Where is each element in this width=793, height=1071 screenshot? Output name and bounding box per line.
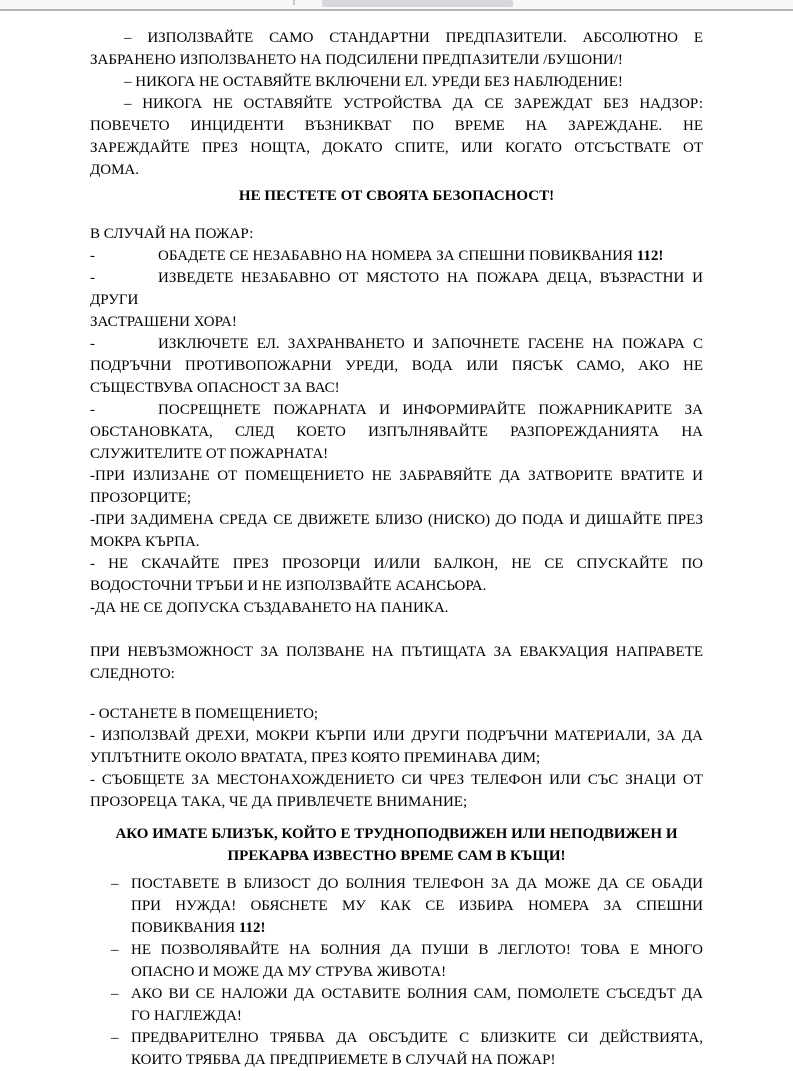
separator-tick — [293, 0, 295, 5]
text-line — [111, 873, 703, 895]
text-line — [90, 663, 703, 685]
text-run: - ИЗПОЛЗВАЙ ДРЕХИ, МОКРИ КЪРПИ ИЛИ ДРУГИ ПОДРЪЧНИ МАТЕРИАЛИ, ЗА ДА — [90, 728, 703, 744]
paragraph — [90, 509, 703, 553]
text-line — [90, 185, 703, 207]
text-line — [90, 575, 703, 597]
dash-list-item — [90, 333, 703, 399]
text-line — [90, 487, 703, 509]
list-marker: - — [90, 270, 95, 286]
text-run: СЪЩЕСТВУВА ОПАСНОСТ ЗА ВАС! — [90, 380, 340, 396]
text-line — [90, 311, 703, 333]
dash-list-item — [90, 267, 703, 333]
text-line — [90, 465, 703, 487]
text-run: АКО ИМАТЕ БЛИЗЪК, КОЙТО Е ТРУДНОПОДВИЖЕН ИЛИ НЕПОДВИЖЕН И — [115, 826, 678, 842]
text-line — [90, 377, 703, 399]
text-run: -ПРИ ИЗЛИЗАНЕ ОТ ПОМЕЩЕНИЕТО НЕ ЗАБРАВЯЙТЕ ДА ЗАТВОРИТЕ ВРАТИТЕ И — [90, 468, 703, 484]
paragraph — [90, 597, 703, 619]
blank-line — [90, 619, 703, 641]
blank-line — [90, 813, 703, 823]
text-run: ОБАДЕТЕ СЕ НЕЗАБАВНО НА НОМЕРА ЗА СПЕШНИ ПОВИКВАНИЯ — [158, 248, 637, 264]
document-page — [0, 11, 793, 1071]
text-run: – НИКОГА НЕ ОСТАВЯЙТЕ ВКЛЮЧЕНИ ЕЛ. УРЕДИ БЕЗ НАБЛЮДЕНИЕ! — [124, 74, 623, 90]
text-run: ПРОЗОРЦИТЕ; — [90, 490, 192, 506]
text-run: СЛЕДНОТО: — [90, 666, 175, 682]
text-run: ГО НАГЛЕЖДА! — [131, 1008, 242, 1024]
text-line — [90, 769, 703, 791]
text-line — [90, 641, 703, 663]
horizontal-scrollbar-thumb[interactable] — [322, 0, 513, 7]
text-run: ПРИ НЕВЪЗМОЖНОСТ ЗА ПОЛЗВАНЕ НА ПЪТИЩАТА ЗА ЕВАКУАЦИЯ НАПРАВЕТЕ — [90, 644, 703, 660]
bullet-list-item — [90, 873, 703, 939]
text-line — [90, 245, 703, 267]
text-run: ПРОЗОРЕЦА ТАКА, ЧЕ ДА ПРИВЛЕЧЕТЕ ВНИМАНИЕ; — [90, 794, 468, 810]
text-line — [90, 71, 703, 93]
text-line — [90, 93, 703, 115]
text-line — [90, 845, 703, 867]
list-marker: – — [111, 942, 119, 958]
text-line — [111, 1027, 703, 1049]
text-run: ОПАСНО И МОЖЕ ДА МУ СТРУВА ЖИВОТА! — [131, 964, 447, 980]
paragraph — [90, 27, 703, 71]
text-run: ПОСТАВЕТЕ В БЛИЗОСТ ДО БОЛНИЯ ТЕЛЕФОН ЗА ДА МОЖЕ ДА СЕ ОБАДИ — [131, 876, 703, 892]
text-run: ЗАСТРАШЕНИ ХОРА! — [90, 314, 237, 330]
list-marker: - — [90, 336, 95, 352]
text-run: ИЗКЛЮЧЕТЕ ЕЛ. ЗАХРАНВАНЕТО И ЗАПОЧНЕТЕ ГАСЕНЕ НА ПОЖАРА С — [158, 336, 703, 352]
text-line — [90, 27, 703, 49]
text-run: АКО ВИ СЕ НАЛОЖИ ДА ОСТАВИТЕ БОЛНИЯ САМ, ПОМОЛЕТЕ СЪСЕДЪТ ДА — [131, 986, 703, 1002]
text-run: -ПРИ ЗАДИМЕНА СРЕДА СЕ ДВИЖЕТЕ БЛИЗО (НИСКО) ДО ПОДА И ДИШАЙТЕ ПРЕЗ — [90, 512, 703, 528]
text-run: - СЪОБЩЕТЕ ЗА МЕСТОНАХОЖДЕНИЕТО СИ ЧРЕЗ ТЕЛЕФОН ИЛИ СЪС ЗНАЦИ ОТ — [90, 772, 703, 788]
paragraph — [90, 769, 703, 813]
text-line — [90, 137, 703, 159]
text-line — [90, 399, 703, 421]
list-marker: – — [111, 986, 119, 1002]
text-line — [90, 791, 703, 813]
text-line — [90, 49, 703, 71]
text-run: ПОВИКВАНИЯ — [131, 920, 239, 936]
text-line — [90, 159, 703, 181]
text-line — [131, 917, 703, 939]
page-top-strip — [0, 0, 793, 11]
list-marker: – — [111, 1030, 119, 1046]
paragraph — [90, 703, 703, 725]
text-run: ПОСРЕЩНЕТЕ ПОЖАРНАТА И ИНФОРМИРАЙТЕ ПОЖАРНИКАРИТЕ ЗА — [158, 402, 703, 418]
text-run: ИЗВЕДЕТЕ НЕЗАБАВНО ОТ МЯСТОТО НА ПОЖАРА ДЕЦА, ВЪЗРАСТНИ И ДРУГИ — [90, 270, 703, 308]
dash-list-item — [90, 245, 703, 267]
text-run: НЕ ПОЗВОЛЯВАЙТЕ НА БОЛНИЯ ДА ПУШИ В ЛЕГЛОТО! ТОВА Е МНОГО — [131, 942, 703, 958]
bullet-list-item — [90, 1027, 703, 1071]
paragraph — [90, 553, 703, 597]
dash-list-item — [90, 399, 703, 465]
text-run: ДОМА. — [90, 162, 139, 178]
text-line — [90, 267, 703, 311]
text-run: ВОДОСТОЧНИ ТРЪБИ И НЕ ИЗПОЛЗВАЙТЕ АСАНСЬОРА. — [90, 578, 487, 594]
text-run: ПОДРЪЧНИ ПРОТИВОПОЖАРНИ УРЕДИ, ВОДА ИЛИ ПЯСЪК САМО, АКО НЕ — [90, 358, 703, 374]
paragraph — [90, 465, 703, 509]
list-marker: - — [90, 402, 95, 418]
paragraph — [90, 223, 703, 245]
document-content — [0, 11, 793, 1071]
blank-line — [90, 685, 703, 703]
text-run: -ДА НЕ СЕ ДОПУСКА СЪЗДАВАНЕТО НА ПАНИКА. — [90, 600, 449, 616]
text-run: - НЕ СКАЧАЙТЕ ПРЕЗ ПРОЗОРЦИ И/ИЛИ БАЛКОН, НЕ СЕ СПУСКАЙТЕ ПО — [90, 556, 703, 572]
text-line — [90, 597, 703, 619]
text-run: МОКРА КЪРПА. — [90, 534, 200, 550]
section-heading — [90, 185, 703, 207]
text-line — [90, 421, 703, 443]
text-run: 112! — [636, 248, 664, 264]
text-line — [131, 1005, 703, 1027]
text-line — [90, 703, 703, 725]
bullet-list-item — [90, 983, 703, 1027]
text-run: ЗАБРАНЕНО ИЗПОЛЗВАНЕТО НА ПОДСИЛЕНИ ПРЕДПАЗИТЕЛИ /БУШОНИ/! — [90, 52, 623, 68]
text-run: ПРЕДВАРИТЕЛНО ТРЯБВА ДА ОБСЪДИТЕ С БЛИЗКИТЕ СИ ДЕЙСТВИЯТА, — [131, 1030, 703, 1046]
text-run: УПЛЪТНИТЕ ОКОЛО ВРАТАТА, ПРЕЗ КОЯТО ПРЕМИНАВА ДИМ; — [90, 750, 541, 766]
text-line — [90, 223, 703, 245]
text-run: ПРИ НУЖДА! ОБЯСНЕТЕ МУ КАК СЕ ИЗБИРА НОМЕРА ЗА СПЕШНИ — [131, 898, 703, 914]
text-line — [111, 983, 703, 1005]
text-run: ПРЕКАРВА ИЗВЕСТНО ВРЕМЕ САМ В КЪЩИ! — [227, 848, 566, 864]
text-line — [90, 115, 703, 137]
text-run: 112! — [238, 920, 266, 936]
text-line — [90, 333, 703, 355]
text-line — [90, 355, 703, 377]
list-marker: – — [111, 876, 119, 892]
text-line — [90, 747, 703, 769]
paragraph — [90, 725, 703, 769]
blank-line — [90, 207, 703, 223]
paragraph — [90, 93, 703, 181]
text-line — [90, 553, 703, 575]
text-run: ПОВЕЧЕТО ИНЦИДЕНТИ ВЪЗНИКВАТ ПО ВРЕМЕ НА ЗАРЕЖДАНЕ. НЕ — [90, 118, 703, 134]
text-line — [90, 725, 703, 747]
text-line — [131, 961, 703, 983]
text-line — [90, 823, 703, 845]
list-marker: - — [90, 248, 95, 264]
paragraph — [90, 641, 703, 685]
text-run: НЕ ПЕСТЕТЕ ОТ СВОЯТА БЕЗОПАСНОСТ! — [238, 188, 555, 204]
section-heading — [90, 823, 703, 867]
text-run: В СЛУЧАЙ НА ПОЖАР: — [90, 226, 254, 242]
text-run: – НИКОГА НЕ ОСТАВЯЙТЕ УСТРОЙСТВА ДА СЕ ЗАРЕЖДАТ БЕЗ НАДЗОР: — [124, 96, 703, 112]
text-line — [131, 895, 703, 917]
text-line — [90, 509, 703, 531]
text-run: СЛУЖИТЕЛИТЕ ОТ ПОЖАРНАТА! — [90, 446, 329, 462]
text-run: – ИЗПОЛЗВАЙТЕ САМО СТАНДАРТНИ ПРЕДПАЗИТЕЛИ. АБСОЛЮТНО Е — [124, 30, 703, 46]
text-run: КОИТО ТРЯБВА ДА ПРЕДПРИЕМЕТЕ В СЛУЧАЙ НА ПОЖАР! — [131, 1052, 556, 1068]
text-line — [90, 443, 703, 465]
paragraph — [90, 71, 703, 93]
text-run: - ОСТАНЕТЕ В ПОМЕЩЕНИЕТО; — [90, 706, 319, 722]
bullet-list-item — [90, 939, 703, 983]
text-line — [131, 1049, 703, 1071]
text-run: ЗАРЕЖДАЙТЕ ПРЕЗ НОЩТА, ДОКАТО СПИТЕ, ИЛИ КОГАТО ОТСЪСТВАТЕ ОТ — [90, 140, 703, 156]
text-line — [111, 939, 703, 961]
text-run: ОБСТАНОВКАТА, СЛЕД КОЕТО ИЗПЪЛНЯВАЙТЕ РАЗПОРЕЖДАНИЯТА НА — [90, 424, 703, 440]
text-line — [90, 531, 703, 553]
